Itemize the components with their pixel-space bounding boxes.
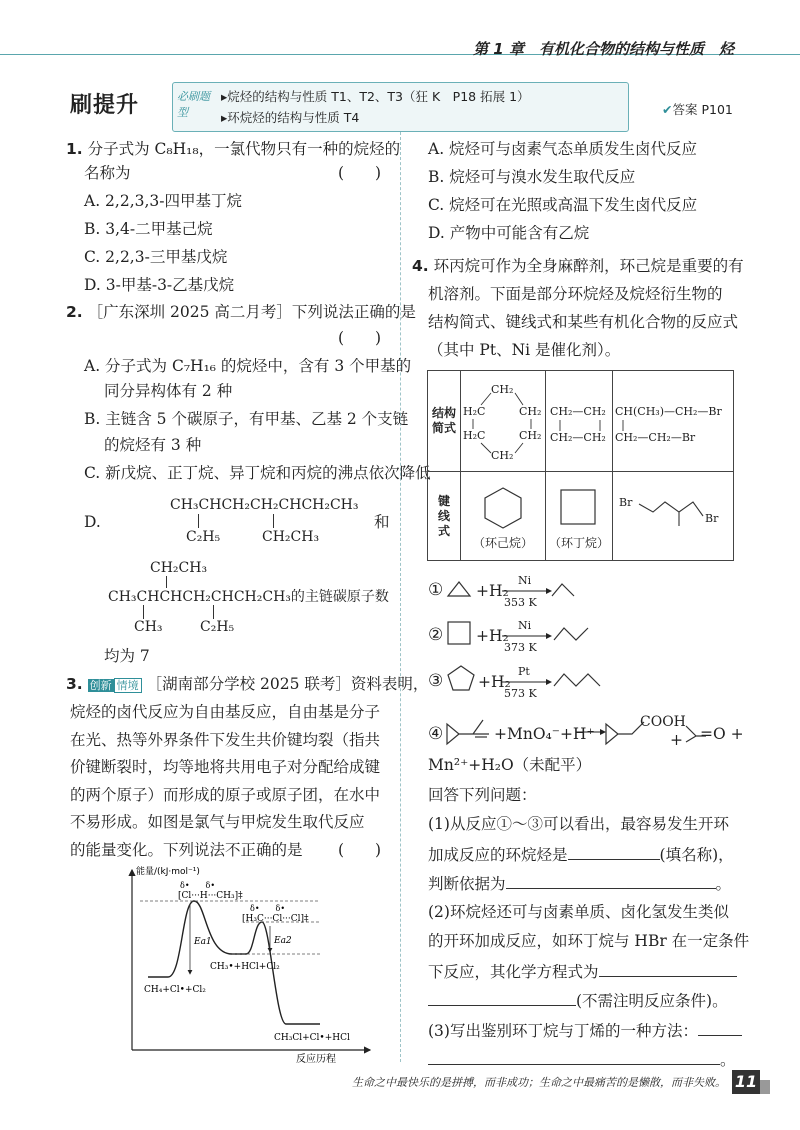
energy-diagram — [120, 864, 380, 1064]
q3-stem-1: ［湖南部分学校 2025 联考］资料表明， — [146, 675, 429, 693]
q2-option-d-end: 均为 7 — [104, 647, 150, 665]
footer-motto: 生命之中最快乐的是拼搏，而非成功；生命之中最痛苦的是懒散，而非失败。 — [352, 1076, 726, 1089]
table-head-skeletal: 键线式 — [437, 493, 450, 538]
q1-answer-paren[interactable]: ( ) — [338, 164, 382, 182]
q3-stem-7: 的能量变化。下列说法不正确的是 — [70, 841, 303, 859]
dibromide-skeletal: Br Br — [619, 496, 719, 525]
q3-tag-innovation: 创新 — [89, 679, 112, 692]
ts2-label: [H₃C···Cl···Cl]‡ — [242, 914, 309, 924]
q2-option-b[interactable]: B. 主链含 5 个碳原子，有甲基、乙基 2 个支链 — [84, 410, 409, 428]
column-divider — [400, 132, 401, 1062]
page-footer — [0, 1070, 800, 1110]
q4-part-2-cont: 的开环加成反应，如环丁烷与 HBr 在一定条件 — [428, 932, 750, 950]
x-axis-label: 反应历程 — [296, 1054, 336, 1064]
q1-stem-2: 名称为 — [84, 164, 131, 182]
q2-answer-paren[interactable]: ( ) — [338, 329, 382, 347]
table-head-structure: 结构简式 — [431, 406, 456, 435]
q4-part-2: (2)环烷烃还可与卤素单质、卤化氢发生类似 — [428, 903, 729, 921]
pentane-icon — [552, 670, 608, 690]
cyclohexane-skeletal-icon — [473, 482, 533, 530]
q4-part-1-blank-reason[interactable] — [506, 872, 716, 889]
product-label: CH₃Cl+Cl•+HCl — [274, 1033, 350, 1043]
reactant-label: CH₄+Cl•+Cl₂ — [144, 985, 206, 995]
q2-formula-1-branch-1: C₂H₅ — [186, 529, 221, 545]
reaction-4-arrow — [576, 728, 606, 736]
q3-stem-5: 的两个原子）而形成的原子或原子团，在水中 — [70, 786, 381, 804]
q2-option-c[interactable]: C. 新戊烷、正丁烷、异丁烷和丙烷的沸点依次降低 — [84, 464, 431, 482]
label-cyclohexane: （环己烷） — [472, 535, 533, 550]
q4-part-3-blank-1[interactable] — [698, 1019, 742, 1036]
label-cyclobutane: （环丁烷） — [548, 535, 609, 550]
tag-label: 必刷题型 — [177, 90, 210, 119]
cyclohexane-formula: CH₂ H₂C CH₂ H₂C CH₂ CH₂ — [463, 383, 542, 462]
q2-formula-2-tail: 的主链碳原子数 — [290, 589, 389, 605]
y-axis-label: 能量/(kJ·mol⁻¹) — [136, 867, 200, 877]
q4-intro-2: 机溶剂。下面是部分环烷烃及烷烃衍生物的 — [428, 285, 723, 303]
page-header — [0, 40, 800, 125]
propane-icon — [550, 580, 580, 600]
structure-table — [427, 370, 734, 561]
q3-stem-3: 在光、热等外界条件下发生共价键均裂（指共 — [70, 731, 381, 749]
cyclobutane-skeletal-icon — [549, 482, 609, 530]
q4-part-1-blank-name[interactable] — [568, 843, 660, 860]
q1-option-a[interactable]: A. 2,2,3,3-四甲基丁烷 — [84, 192, 243, 210]
topic-1: ▸烷烃的结构与性质 T1、T2、T3（狂 K P18 拓展 1） — [221, 89, 530, 104]
q2-option-b-cont: 的烷烃有 3 种 — [104, 436, 202, 454]
q3-option-b[interactable]: B. 烷烃可与溴水发生取代反应 — [428, 168, 636, 186]
cyclobutane-formula: CH₂—CH₂ CH₂—CH₂ — [550, 405, 606, 444]
ea2-label: Ea2 — [274, 936, 292, 946]
q3-option-d[interactable]: D. 产物中可能含有乙烷 — [428, 224, 590, 242]
q2-option-a[interactable]: A. 分子式为 C₇H₁₆ 的烷烃中，含有 3 个甲基的 — [84, 357, 412, 375]
q2-and: 和 — [374, 513, 390, 531]
brand-title: 刷提升 — [70, 93, 140, 118]
cyclopentane-icon — [446, 664, 476, 692]
q4-part-2-blank-eq-2[interactable] — [428, 989, 576, 1006]
q3-tag-context: 情境 — [114, 678, 142, 693]
q1-stem: 分子式为 C₈H₁₈，一氯代物只有一种的烷烃的 — [87, 140, 401, 158]
page-number: 11 — [732, 1070, 760, 1094]
topic-2: ▸环烷烃的结构与性质 T4 — [221, 110, 360, 125]
q2-formula-2-branch-1: CH₃ — [134, 619, 163, 635]
q4-part-3: (3)写出鉴别环丁烷与丁烯的一种方法： — [428, 1022, 698, 1040]
svg-text:δ• δ•: δ• δ• — [250, 904, 286, 913]
q4-part-2-blank-eq-1[interactable] — [599, 960, 737, 977]
q2-option-a-cont: 同分异构体有 2 种 — [104, 382, 233, 400]
cyclopropyl-alkene-icon — [445, 710, 493, 750]
ea1-label: Ea1 — [194, 937, 212, 947]
q3-stem-6: 不易形成。如图是氯气与甲烷发生取代反应 — [70, 813, 365, 831]
q1-option-c[interactable]: C. 2,2,3-三甲基戊烷 — [84, 248, 228, 266]
q1-option-b[interactable]: B. 3,4-二甲基己烷 — [84, 220, 213, 238]
ts1-label: [Cl···H···CH₃]‡ — [178, 891, 243, 901]
q2-formula-2-top: CH₂CH₃ — [150, 560, 208, 576]
q2-stem: ［广东深圳 2025 高二月考］下列说法正确的是 — [87, 303, 416, 321]
q3-option-c[interactable]: C. 烷烃可在光照或高温下发生卤代反应 — [428, 196, 698, 214]
topic-box — [172, 82, 629, 132]
q3-stem-4: 价键断裂时，均等地将共用电子对分配给成键 — [70, 758, 381, 776]
dibromide-formula: CH(CH₃)—CH₂—Br CH₂—CH₂—Br — [615, 405, 722, 444]
q4-part-1: (1)从反应①～③可以看出，最容易发生开环 — [428, 815, 729, 833]
q4-prompt: 回答下列问题： — [428, 786, 537, 804]
q4-intro-3: 结构简式、键线式和某些有机化合物的反应式 — [428, 313, 739, 331]
q2-formula-2-branch-2: C₂H₅ — [200, 619, 235, 635]
q4-intro-4: （其中 Pt、Ni 是催化剂）。 — [428, 341, 621, 359]
answer-ref: ✔答案 P101 — [662, 102, 733, 117]
butane-icon — [552, 624, 596, 644]
svg-text:δ• δ•: δ• δ• — [180, 881, 216, 890]
q3-answer-paren[interactable]: ( ) — [338, 841, 382, 859]
q3-stem-2: 烷烃的卤代反应为自由基反应，自由基是分子 — [70, 703, 381, 721]
reaction-4-products: Mn²⁺+H₂O（未配平） — [428, 756, 592, 774]
q3-option-a[interactable]: A. 烷烃可与卤素气态单质发生卤代反应 — [428, 140, 698, 158]
cyclopropane-icon — [446, 578, 474, 600]
chapter-label: 第 1 章 有机化合物的结构与性质 烃 — [473, 40, 734, 58]
q4-intro-1: 环丙烷可作为全身麻醉剂，环己烷是重要的有 — [433, 257, 744, 275]
q4-part-3-blank-2[interactable] — [428, 1048, 720, 1065]
q2-formula-1-branch-2: CH₂CH₃ — [262, 529, 320, 545]
q1-option-d[interactable]: D. 3-甲基-3-乙基戊烷 — [84, 276, 235, 294]
check-icon: ✔ — [662, 102, 673, 117]
q2-formula-1: CH₃CHCH₂CH₂CHCH₂CH₃ — [170, 497, 359, 513]
q2-option-d[interactable]: D. — [84, 513, 101, 531]
q2-formula-2: CH₃CHCHCH₂CHCH₂CH₃ — [108, 589, 291, 605]
cyclobutane-icon — [446, 620, 472, 646]
intermediate-label: CH₃•+HCl+Cl₂ — [210, 962, 280, 972]
